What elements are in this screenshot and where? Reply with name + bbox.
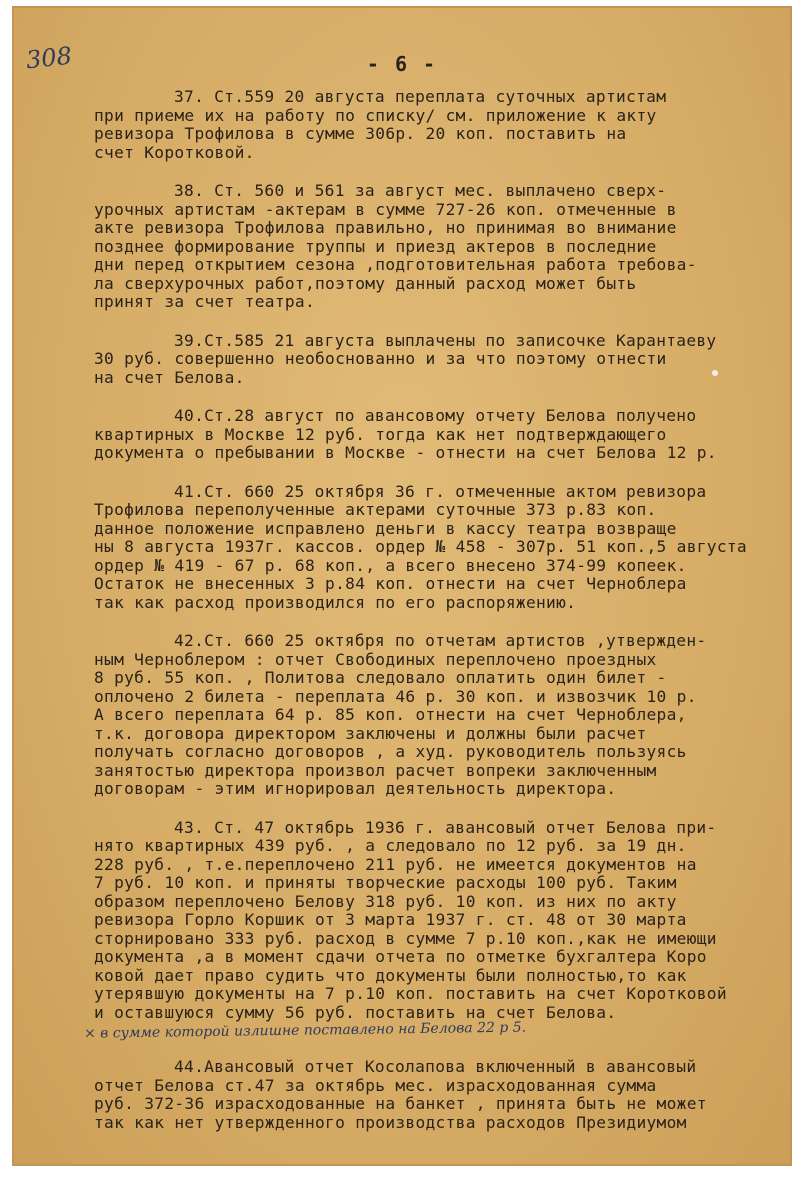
text-line: и оставшуюся сумму 56 руб. поставить на счет Белова. bbox=[94, 1002, 617, 1022]
text-line: данное положение исправлено деньги в кассу театра возвраще bbox=[94, 518, 677, 538]
paragraph-38 bbox=[94, 182, 764, 312]
text-line: 38. Ст. 560 и 561 за август мес. выплачено сверх- bbox=[174, 181, 667, 200]
text-line: документа ,а в момент сдачи отчета по отметке бухгалтера Коро bbox=[94, 947, 707, 966]
paragraph-43 bbox=[83, 817, 764, 1042]
text-line: получать согласно договоров , а худ. руководитель пользуясь bbox=[94, 742, 687, 761]
text-line: 7 руб. 10 коп. и приняты творческие расходы 100 руб. Таким bbox=[94, 873, 677, 892]
text-line: 40.Ст.28 август по авансовому отчету Белова получено bbox=[174, 406, 697, 425]
text-line: сторнировано 333 руб. расход в сумме 7 р.10 коп.,как не имеющи bbox=[94, 928, 717, 948]
text-line: утерявшую документы на 7 р.10 коп. поставить на счет Коротковой bbox=[94, 984, 727, 1003]
text-line: отчет Белова ст.47 за октябрь мес. израсходованная сумма bbox=[94, 1075, 657, 1095]
text-line: 37. Ст.559 20 августа переплата суточных артистам bbox=[174, 87, 667, 106]
text-line: урочных артистам -актерам в сумме 727-26 коп. отмеченные в bbox=[94, 199, 677, 219]
text-line: принят за счет театра. bbox=[94, 292, 316, 311]
text-line: договорам - этим игнорировал деятельность директора. bbox=[94, 779, 617, 798]
text-line: ла сверхурочных работ,поэтому данный расход может быть bbox=[94, 273, 637, 293]
page-number: - 6 - bbox=[366, 52, 438, 76]
text-line: квартирных в Москве 12 руб. тогда как нет подтверждающего bbox=[94, 424, 667, 444]
text-line: т.к. договора директором заключены и должны были расчет bbox=[94, 723, 647, 743]
text-line: 42.Ст. 660 25 октября по отчетам артистов ,утвержден- bbox=[174, 631, 707, 650]
text-line: на счет Белова. bbox=[94, 367, 245, 387]
text-line: 228 руб. , т.е.переплочено 211 руб. не имеется документов на bbox=[94, 854, 697, 874]
text-line: ревизора Трофилова в сумме 306р. 20 коп. поставить на bbox=[94, 124, 627, 143]
text-line: ным Черноблером : отчет Свободиных переплочено проездных bbox=[94, 649, 657, 669]
text-line: занятостью директора произвол расчет вопреки заключенным bbox=[94, 760, 657, 780]
text-line: руб. 372-36 израсходованные на банкет , принята быть не может bbox=[94, 1094, 707, 1113]
text-line: при приеме их на работу по списку/ см. приложение к акту bbox=[94, 105, 657, 125]
text-line: 30 руб. совершенно необоснованно и за что поэтому отнести bbox=[94, 349, 667, 368]
document-page bbox=[12, 6, 792, 1166]
text-line: 39.Ст.585 21 августа выплачены по записочке Карантаеву bbox=[174, 330, 717, 350]
text-line: ревизора Горло Коршик от 3 марта 1937 г. ст. 48 от 30 марта bbox=[94, 910, 687, 929]
text-line: Трофилова переполученные актерами суточные 373 р.83 коп. bbox=[94, 500, 657, 519]
text-line: образом переплочено Белову 318 руб. 10 коп. из них по акту bbox=[94, 891, 677, 911]
paragraph-40 bbox=[94, 407, 764, 463]
text-line: счет Коротковой. bbox=[94, 142, 255, 162]
text-line: 41.Ст. 660 25 октября 36 г. отмеченные актом ревизора bbox=[174, 481, 707, 501]
text-line: 44.Авансовый отчет Косолапова включенный в авансовый bbox=[174, 1057, 697, 1076]
paper-hole bbox=[712, 370, 718, 376]
paragraph-41 bbox=[94, 483, 764, 613]
text-line: А всего переплата 64 р. 85 коп. отнести на счет Черноблера, bbox=[94, 705, 687, 724]
paragraph-42 bbox=[94, 632, 764, 799]
text-line: ковой дает право судить что документы были полностью,то как bbox=[94, 965, 687, 985]
text-line: дни перед открытием сезона ,подготовительная работа требова- bbox=[94, 255, 697, 274]
handwritten-note: × в сумме которой излишне поставлено на Белова 22 р 5. bbox=[83, 1019, 527, 1042]
document-body bbox=[83, 87, 764, 1152]
paragraph-37 bbox=[94, 88, 764, 162]
text-line: 43. Ст. 47 октябрь 1936 г. авансовый отчет Белова при- bbox=[174, 817, 717, 837]
text-line: так как нет утвержденного производства расходов Президиумом bbox=[94, 1112, 687, 1132]
text-line: оплочено 2 билета - переплата 46 р. 30 коп. и извозчик 10 р. bbox=[94, 686, 697, 706]
text-line: нято квартирных 439 руб. , а следовало по 12 руб. за 19 дн. bbox=[94, 836, 687, 855]
paragraph-44 bbox=[94, 1058, 764, 1132]
paragraph-39 bbox=[94, 332, 764, 388]
text-line: ны 8 августа 1937г. кассов. ордер № 458 - 307р. 51 коп.,5 августа bbox=[94, 537, 747, 556]
text-line: Остаток не внесенных 3 р.84 коп. отнести на счет Черноблера bbox=[94, 574, 687, 593]
text-line: так как расход производился по его распоряжению. bbox=[94, 592, 577, 612]
text-line: акте ревизора Трофилова правильно, но принимая во внимание bbox=[94, 218, 677, 237]
text-line: 8 руб. 55 коп. , Политова следовало оплатить один билет - bbox=[94, 668, 667, 687]
folio-number: 308 bbox=[24, 41, 74, 75]
text-line: ордер № 419 - 67 р. 68 коп., а всего внесено 374-99 копеек. bbox=[94, 555, 687, 575]
text-line: документа о пребывании в Москве - отнести на счет Белова 12 р. bbox=[94, 443, 717, 462]
text-line: позднее формирование труппы и приезд актеров в последние bbox=[94, 236, 657, 256]
